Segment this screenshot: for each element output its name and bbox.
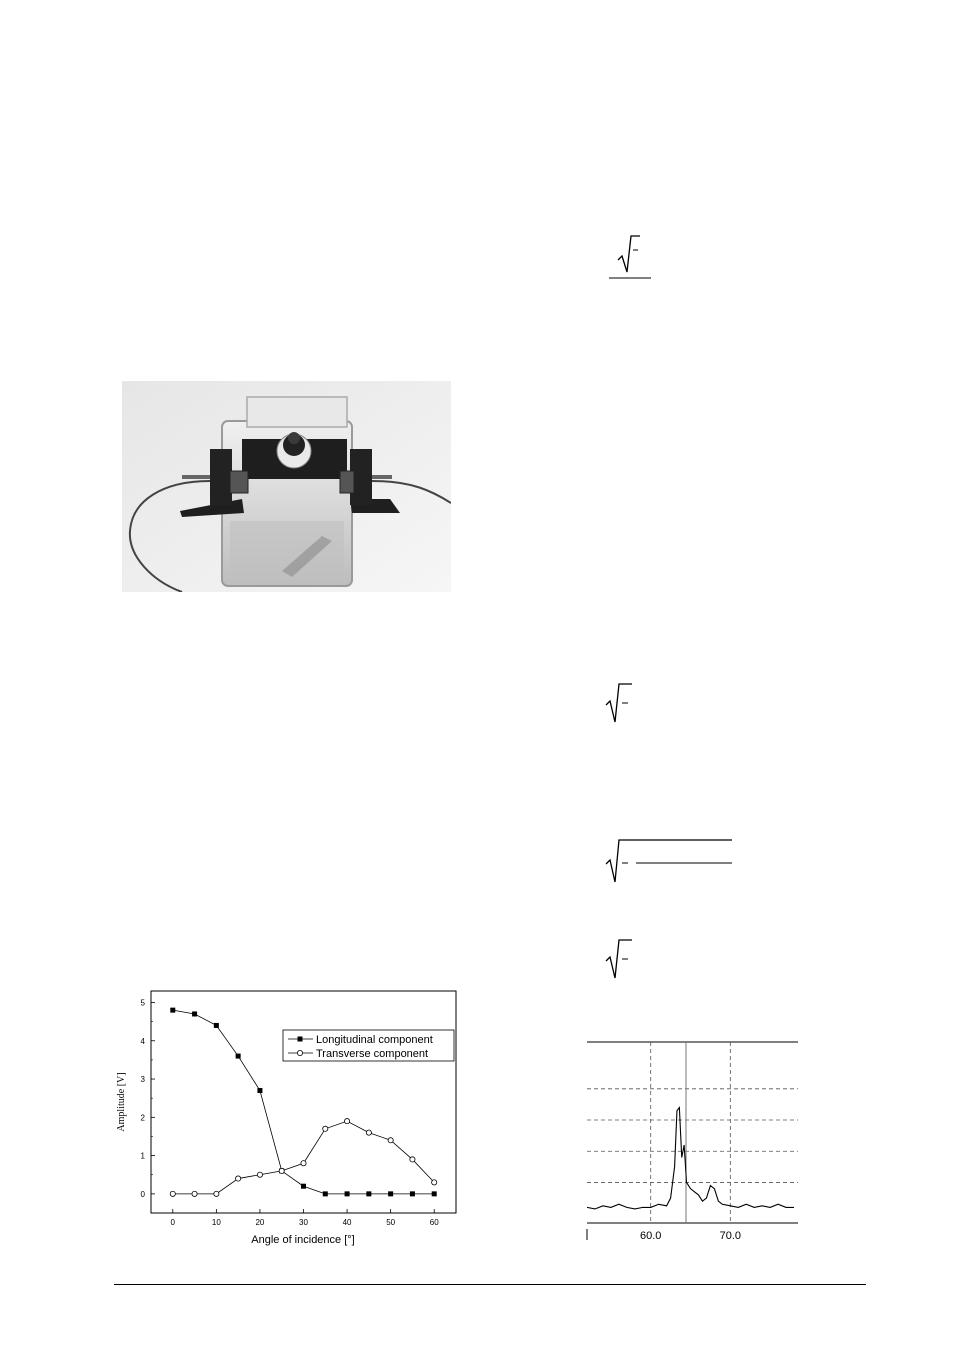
legend-label-longitudinal: Longitudinal component xyxy=(316,1034,433,1046)
y-tick-label: 0 xyxy=(140,1189,145,1199)
x-tick-label: 60 xyxy=(429,1218,439,1227)
data-point-longitudinal xyxy=(366,1191,371,1196)
data-point-transverse xyxy=(236,1176,241,1181)
data-point-longitudinal xyxy=(432,1191,437,1196)
legend-marker-transverse xyxy=(297,1050,302,1055)
data-point-transverse xyxy=(366,1130,371,1135)
x-tick-label: 70.0 xyxy=(719,1230,742,1242)
x-tick-label: 50 xyxy=(386,1218,396,1227)
data-point-transverse xyxy=(344,1119,349,1124)
ultrasonic-setup-photo xyxy=(122,381,451,592)
series-line-1 xyxy=(173,1121,434,1194)
x-tick-label: 20 xyxy=(255,1218,265,1227)
data-point-transverse xyxy=(323,1126,328,1131)
amplitude-vs-angle-chart xyxy=(108,986,468,1250)
y-tick-label: 2 xyxy=(140,1113,145,1123)
x-tick-label: 40 xyxy=(342,1218,352,1227)
data-point-transverse xyxy=(432,1180,437,1185)
data-point-longitudinal xyxy=(214,1023,219,1028)
equation-fragment-4 xyxy=(600,936,640,984)
data-point-longitudinal xyxy=(345,1191,350,1196)
data-point-transverse xyxy=(388,1138,393,1143)
y-tick-label: 4 xyxy=(140,1036,145,1046)
data-point-transverse xyxy=(279,1168,284,1173)
y-tick-label: 3 xyxy=(140,1075,145,1085)
y-tick-label: 5 xyxy=(140,998,145,1008)
data-point-transverse xyxy=(257,1172,262,1177)
spectrum-line xyxy=(587,1108,794,1209)
y-axis-label: Amplitude [V] xyxy=(116,1072,127,1132)
data-point-transverse xyxy=(192,1191,197,1196)
data-point-longitudinal xyxy=(236,1054,241,1059)
data-point-transverse xyxy=(170,1191,175,1196)
spectrum-chart xyxy=(582,1034,804,1244)
data-point-longitudinal xyxy=(301,1184,306,1189)
y-tick-label: 1 xyxy=(140,1151,145,1161)
plot-frame xyxy=(151,991,456,1213)
data-point-longitudinal xyxy=(257,1088,262,1093)
x-tick-label: 30 xyxy=(299,1218,308,1227)
legend xyxy=(283,1030,454,1061)
equation-fragment-1 xyxy=(604,232,664,284)
equation-fragment-2 xyxy=(600,680,640,728)
x-tick-label: 60.0 xyxy=(639,1230,662,1242)
data-point-longitudinal xyxy=(323,1191,328,1196)
legend-marker-longitudinal xyxy=(298,1037,303,1042)
x-tick-label: 0 xyxy=(170,1218,176,1227)
equation-fragment-3 xyxy=(600,836,740,888)
data-point-transverse xyxy=(214,1191,219,1196)
legend-label-transverse: Transverse component xyxy=(316,1048,429,1060)
data-point-transverse xyxy=(301,1161,306,1166)
x-tick-label: 10 xyxy=(211,1218,221,1227)
x-axis-label: Angle of incidence [°] xyxy=(251,1234,355,1246)
data-point-longitudinal xyxy=(170,1008,175,1013)
data-point-longitudinal xyxy=(388,1191,393,1196)
data-point-longitudinal xyxy=(192,1011,197,1016)
footer-rule xyxy=(114,1284,866,1285)
data-point-transverse xyxy=(410,1157,415,1162)
data-point-longitudinal xyxy=(410,1191,415,1196)
